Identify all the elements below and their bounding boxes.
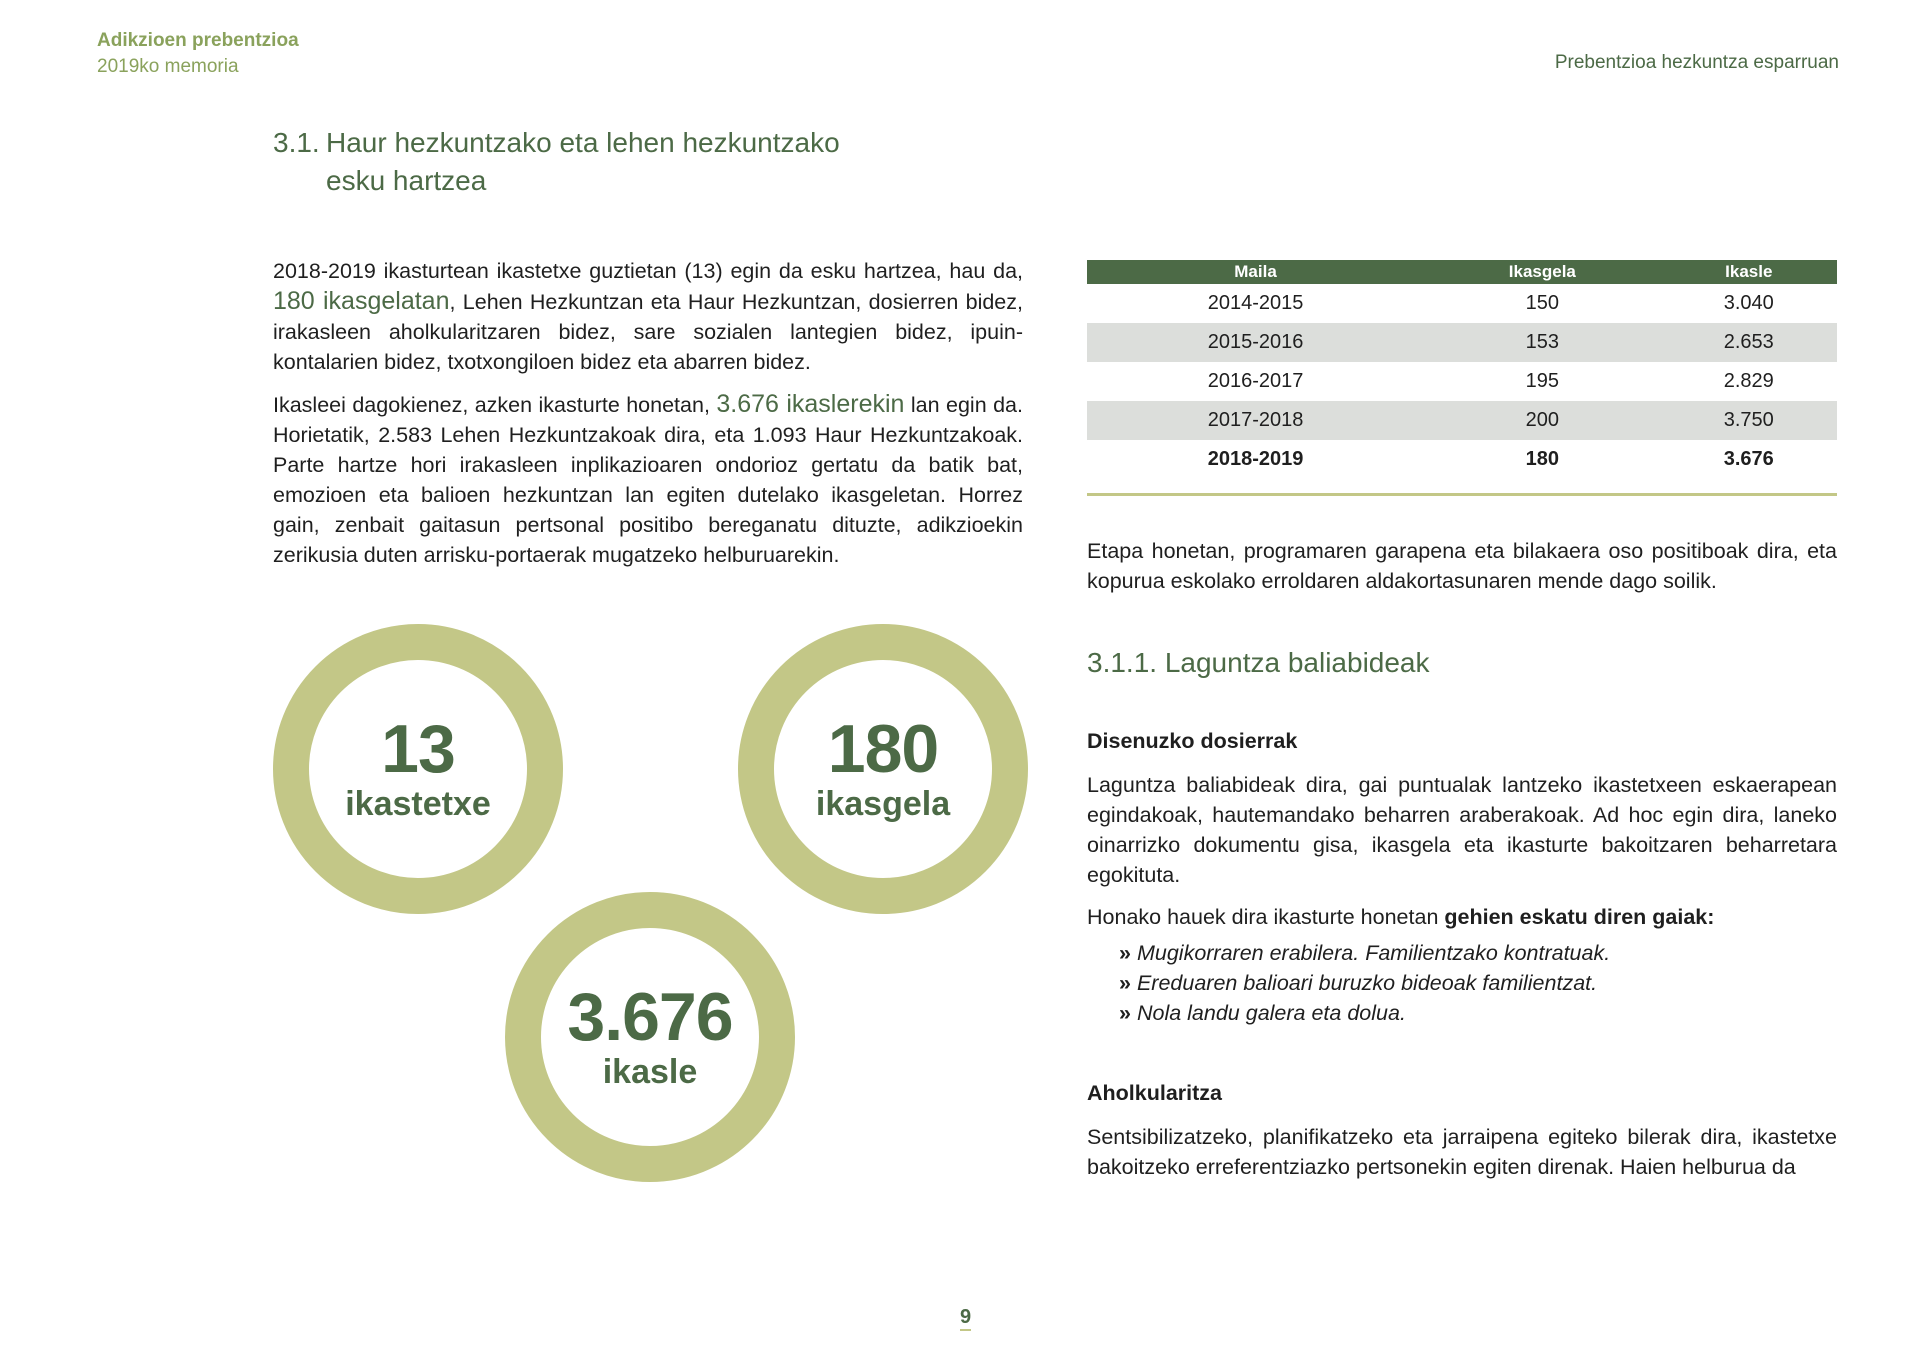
intro-text bbox=[273, 256, 1023, 582]
dosierrak-heading: Disenuzko dosierrak bbox=[1087, 729, 1298, 753]
list-item: » Mugikorraren erabilera. Familientzako kontratuak. bbox=[1119, 941, 1611, 965]
subsection-title bbox=[1087, 647, 1430, 679]
column-header: Ikasgela bbox=[1424, 260, 1660, 284]
section-title-line2: esku hartzea bbox=[326, 165, 487, 196]
stat-value: 3.676 bbox=[567, 979, 733, 1055]
dosierrak-lead: Honako hauek dira ikasturte honetan gehien eskatu diren gaiak: bbox=[1087, 905, 1715, 929]
section-title-line1: Haur hezkuntzako eta lehen hezkuntzako bbox=[326, 127, 840, 158]
table-row: 2015-2016 153 2.653 bbox=[1087, 323, 1837, 362]
table-row: 2017-2018 200 3.750 bbox=[1087, 401, 1837, 440]
subsection-number: 3.1.1. bbox=[1087, 647, 1158, 678]
aholkularitza-block bbox=[1087, 1078, 1837, 1194]
stat-circle-schools bbox=[273, 624, 563, 914]
stat-circle-students bbox=[505, 892, 795, 1182]
bullet-mark: » bbox=[1119, 971, 1131, 995]
column-header: Ikasle bbox=[1661, 260, 1837, 284]
table-row-current: 2018-2019 180 3.676 bbox=[1207, 448, 1774, 470]
aholkularitza-heading: Aholkularitza bbox=[1087, 1081, 1222, 1105]
intro-paragraph-2: Ikasleei dagokienez, azken ikasturte honetan, 3.676 ikaslerekin lan egin da. Horietatik, 2.583 Lehen Hezkuntzakoak dira, eta 1.093 Haur Hezkuntzakoak. Parte hartze hori irakasleen inplikazioaren ondorioz gertatu da batik bat, emozioen eta balioen hezkuntzan lan egiten dutelako ikasgeletan. Horrez gain, zenbait gaitasun pertsonal positibo bereganatu dituzte, adikzioekin zerikusia duten arrisku-portaerak mugatzeko helburuarekin. bbox=[273, 390, 1023, 567]
after-table-text: Etapa honetan, programaren garapena eta bilakaera oso positiboak dira, eta kopurua eskolako erroldaren aldakortasunaren mende dago soilik. bbox=[1087, 539, 1837, 593]
intro-paragraph-1: 2018-2019 ikasturtean ikastetxe guztietan (13) egin da esku hartzea, hau da, 180 ikasgelatan, Lehen Hezkuntzan eta Haur Hezkuntzan, dosierren bidez, irakasleen aholkularitzaren bidez, sare sozialen lantegien bidez, ipuin-kontalarien bidez, txotxongiloen bidez eta abarren bidez. bbox=[273, 259, 1023, 374]
stat-label: ikastetxe bbox=[345, 785, 491, 823]
list-item: » Nola landu galera eta dolua. bbox=[1119, 1001, 1406, 1025]
table-bottom-rule bbox=[1087, 493, 1837, 496]
publication-title: Adikzioen prebentzioa bbox=[97, 30, 299, 51]
table-row: 2016-2017 195 2.829 bbox=[1207, 370, 1774, 392]
stat-label: ikasgela bbox=[815, 785, 951, 823]
table-header-row bbox=[1087, 260, 1837, 284]
subsection-label: Laguntza baliabideak bbox=[1164, 647, 1430, 678]
highlight-students: 3.676 ikaslerekin bbox=[716, 390, 905, 418]
table-row: 2014-2015 150 3.040 bbox=[1207, 292, 1774, 314]
section-header: Prebentzioa hezkuntza esparruan bbox=[1554, 52, 1839, 73]
bullet-mark: » bbox=[1119, 941, 1131, 965]
publication-subtitle: 2019ko memoria bbox=[97, 56, 239, 77]
dosierrak-paragraph: Laguntza baliabideak dira, gai puntualak lantzeko ikastetxeen eskaerapean egindakoak, hautemandako beharren araberakoak. Ad hoc egin dira, laneko oinarrizko dokumentu gisa, ikasgela eta ikasturte bakoitzaren beharretara egokituta. bbox=[1087, 773, 1837, 887]
stat-circle-classrooms bbox=[738, 624, 1028, 914]
participation-table bbox=[1087, 260, 1837, 479]
stat-value: 180 bbox=[827, 711, 939, 787]
aholkularitza-paragraph: Sentsibilizatzeko, planifikatzeko eta jarraipena egiteko bilerak dira, ikastetxe bakoitzeko erreferentziazko pertsonekin egiten direnak. Haien helburua da bbox=[1087, 1125, 1837, 1179]
list-item: » Ereduaren balioari buruzko bideoak familientzat. bbox=[1119, 971, 1598, 995]
section-number: 3.1. bbox=[273, 127, 320, 158]
bullet-mark: » bbox=[1119, 1001, 1131, 1025]
topics-list bbox=[1087, 938, 1837, 1028]
stat-value: 13 bbox=[381, 711, 455, 787]
dosierrak-block bbox=[1087, 726, 1837, 1028]
column-header: Maila bbox=[1087, 260, 1424, 284]
running-header bbox=[97, 28, 299, 80]
section-title bbox=[273, 124, 840, 200]
page-number: 9 bbox=[960, 1306, 971, 1331]
highlight-classrooms: 180 ikasgelatan bbox=[273, 287, 450, 315]
stat-label: ikasle bbox=[602, 1053, 698, 1091]
